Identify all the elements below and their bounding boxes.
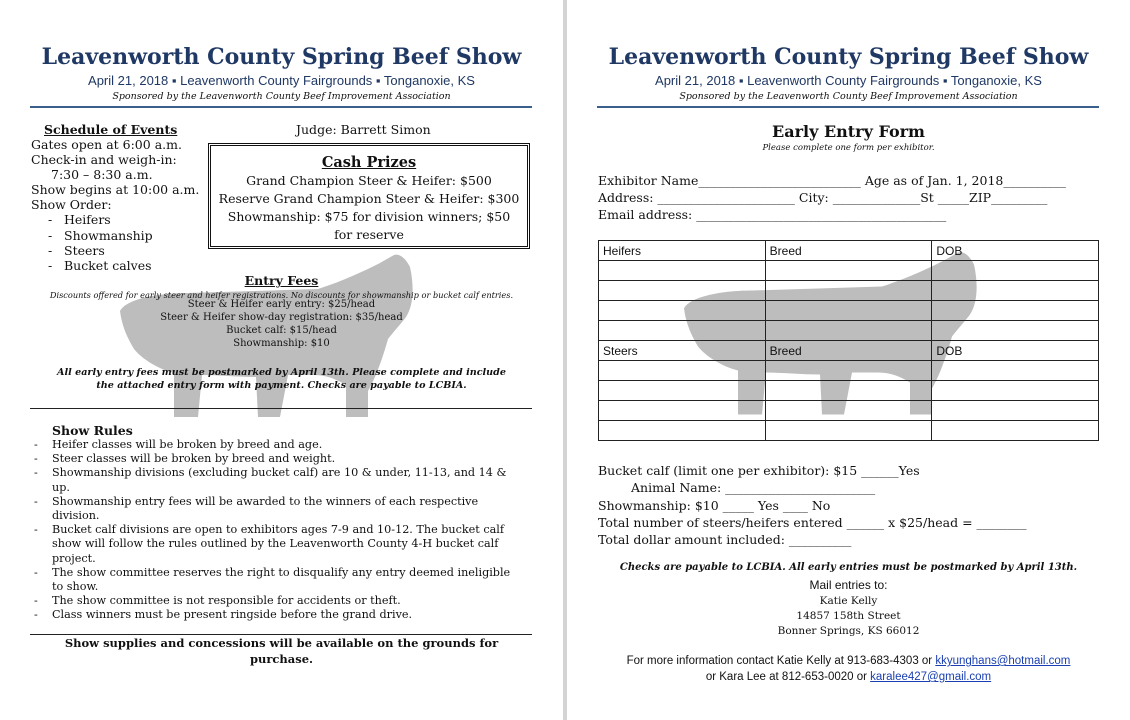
showmanship-field[interactable]: Showmanship: $10 _____ Yes ____ No <box>598 498 831 513</box>
cash-prizes-heading: Cash Prizes <box>321 154 417 171</box>
schedule-line: Check-in and weigh-in: <box>31 152 177 167</box>
show-order-item: Showmanship <box>64 228 153 243</box>
animal-entry-table <box>598 240 1099 441</box>
sponsor-line: Sponsored by the Leavenworth County Beef Improvement Association <box>679 91 1018 102</box>
contact-text: or Kara Lee at 812-653-0020 or <box>705 671 871 683</box>
show-rule-line: project. <box>52 551 96 565</box>
bullet-dash: - <box>48 243 53 258</box>
sponsor-line: Sponsored by the Leavenworth County Beef Improvement Association <box>112 91 451 102</box>
bucket-calf-field[interactable]: Bucket calf (limit one per exhibitor): $15 ______Yes <box>598 463 920 478</box>
page-title: Leavenworth County Spring Beef Show <box>41 44 522 70</box>
prize-line: for reserve <box>334 227 404 242</box>
prize-line: Grand Champion Steer & Heifer: $500 <box>246 173 492 188</box>
entry-form-page <box>567 0 1130 720</box>
show-rule-line: Showmanship entry fees will be awarded to the winners of each respective <box>52 494 479 508</box>
contact-text: For more information contact Katie Kelly at 913-683-4303 or <box>626 655 936 667</box>
entry-cell[interactable] <box>599 421 766 441</box>
bullet-dash: - <box>34 523 38 537</box>
entry-cell[interactable] <box>765 321 932 341</box>
section-rule <box>30 634 532 635</box>
table-header-row <box>599 341 1099 361</box>
fee-line: Showmanship: $10 <box>233 338 330 349</box>
entry-cell[interactable] <box>599 301 766 321</box>
table-row <box>599 381 1099 401</box>
bullet-dash: - <box>48 212 53 227</box>
table-header-cell: Steers <box>599 341 766 361</box>
prize-line: Reserve Grand Champion Steer & Heifer: $300 <box>218 191 520 206</box>
table-row <box>599 281 1099 301</box>
mail-address-line: Katie Kelly <box>819 595 878 607</box>
bullet-dash: - <box>34 565 38 579</box>
show-rule-line: Heifer classes will be broken by breed and age. <box>52 438 323 451</box>
entry-cell[interactable] <box>599 401 766 421</box>
animal-name-field[interactable]: Animal Name: ________________________ <box>631 480 876 495</box>
bullet-dash: - <box>48 258 53 273</box>
show-rule-line: up. <box>52 480 70 494</box>
fee-line: Bucket calf: $15/head <box>226 325 337 336</box>
show-rule-line: The show committee is not responsible for accidents or theft. <box>52 594 401 608</box>
entry-cell[interactable] <box>932 321 1099 341</box>
table-row <box>599 361 1099 381</box>
table-header-row <box>599 241 1099 261</box>
entry-cell[interactable] <box>765 281 932 301</box>
table-row <box>599 401 1099 421</box>
show-rules-heading: Show Rules <box>52 423 133 438</box>
event-details: April 21, 2018 ▪ Leavenworth County Fairgrounds ▪ Tonganoxie, KS <box>655 73 1042 88</box>
schedule-line: Gates open at 6:00 a.m. <box>31 137 182 152</box>
show-rule-line: Showmanship divisions (excluding bucket calf) are 10 & under, 11-13, and 14 & <box>52 466 507 480</box>
table-row <box>599 321 1099 341</box>
show-rule-line: Bucket calf divisions are open to exhibitors ages 7-9 and 10-12. The bucket calf <box>52 523 505 537</box>
show-rule-line: division. <box>52 509 100 522</box>
section-rule <box>30 408 532 409</box>
entry-cell[interactable] <box>599 281 766 301</box>
address-field[interactable]: Address: ______________________ City: ______________St _____ZIP_________ <box>598 190 1048 205</box>
show-rule-line: Class winners must be present ringside before the grand drive. <box>52 608 413 622</box>
entry-cell[interactable] <box>765 301 932 321</box>
show-rule-line: The show committee reserves the right to disqualify any entry deemed ineligible <box>52 565 511 579</box>
exhibitor-name-field[interactable]: Exhibitor Name__________________________ Age as of Jan. 1, 2018__________ <box>598 173 1066 188</box>
entry-fees-heading: Entry Fees <box>244 273 319 288</box>
fee-line: Steer & Heifer show-day registration: $35/head <box>160 312 403 323</box>
mail-address-line: Bonner Springs, KS 66012 <box>777 625 920 637</box>
entry-cell[interactable] <box>932 261 1099 281</box>
bullet-dash: - <box>34 608 38 622</box>
schedule-line: Show Order: <box>31 197 112 212</box>
show-rule-line: to show. <box>52 580 99 593</box>
bullet-dash: - <box>34 594 38 608</box>
schedule-heading: Schedule of Events <box>44 122 178 137</box>
entry-cell[interactable] <box>932 361 1099 381</box>
flyer-page <box>0 0 563 720</box>
form-note: Please complete one form per exhibitor. <box>762 143 935 153</box>
entry-cell[interactable] <box>765 401 932 421</box>
entry-cell[interactable] <box>599 321 766 341</box>
schedule-line: Show begins at 10:00 a.m. <box>31 182 200 197</box>
show-rule-line: show will follow the rules outlined by the Leavenworth County 4-H bucket calf <box>52 537 499 551</box>
table-header-cell: Breed <box>765 341 932 361</box>
header-rule <box>597 106 1099 108</box>
entry-cell[interactable] <box>932 381 1099 401</box>
deadline-note: the attached entry form with payment. Checks are payable to LCBIA. <box>96 380 467 391</box>
total-dollar-field[interactable]: Total dollar amount included: __________ <box>598 532 852 547</box>
checks-note: Checks are payable to LCBIA. All early entries must be postmarked by April 13th. <box>619 562 1078 573</box>
entry-cell[interactable] <box>932 301 1099 321</box>
event-details: April 21, 2018 ▪ Leavenworth County Fairgrounds ▪ Tonganoxie, KS <box>88 73 475 88</box>
entry-cell[interactable] <box>765 381 932 401</box>
entry-cell[interactable] <box>765 261 932 281</box>
entry-cell[interactable] <box>765 421 932 441</box>
show-order-item: Steers <box>64 243 105 258</box>
email-link-katie[interactable]: kkyunghans@hotmail.com <box>935 655 1071 667</box>
contact-line <box>567 671 1130 683</box>
show-rule-line: Steer classes will be broken by breed and weight. <box>52 452 336 466</box>
judge-line: Judge: Barrett Simon <box>296 122 431 137</box>
schedule-line: 7:30 – 8:30 a.m. <box>51 167 153 182</box>
contact-line <box>567 655 1130 667</box>
discount-note: Discounts offered for early steer and heifer registrations. No discounts for showmanship or bucket calf entries. <box>49 290 514 300</box>
entry-cell[interactable] <box>599 261 766 281</box>
table-row <box>599 261 1099 281</box>
prize-line: Showmanship: $75 for division winners; $50 <box>227 209 511 224</box>
email-link-kara[interactable]: karalee427@gmail.com <box>870 671 992 683</box>
entry-cell[interactable] <box>932 281 1099 301</box>
entry-cell[interactable] <box>765 361 932 381</box>
mail-heading: Mail entries to: <box>809 578 888 592</box>
page-title: Leavenworth County Spring Beef Show <box>608 44 1089 70</box>
bullet-dash: - <box>48 228 53 243</box>
entry-cell[interactable] <box>932 421 1099 441</box>
form-title: Early Entry Form <box>772 122 925 141</box>
table-header-cell: DOB <box>932 341 1099 361</box>
entry-cell[interactable] <box>932 401 1099 421</box>
table-row <box>599 301 1099 321</box>
table-header-cell: DOB <box>932 241 1099 261</box>
bullet-dash: - <box>34 438 38 451</box>
bullet-dash: - <box>34 466 38 480</box>
table-header-cell: Heifers <box>599 241 766 261</box>
deadline-note: All early entry fees must be postmarked by April 13th. Please complete and include <box>57 367 506 378</box>
email-field[interactable]: Email address: ________________________________________ <box>598 207 947 222</box>
entry-cell[interactable] <box>599 381 766 401</box>
table-header-cell: Breed <box>765 241 932 261</box>
supplies-note: purchase. <box>249 652 314 666</box>
supplies-note: Show supplies and concessions will be available on the grounds for <box>64 636 499 650</box>
entry-cell[interactable] <box>599 361 766 381</box>
header-rule <box>30 106 532 108</box>
bullet-dash: - <box>34 452 38 466</box>
cash-prizes-box <box>208 143 530 249</box>
mail-address-line: 14857 158th Street <box>796 610 901 622</box>
total-animals-field[interactable]: Total number of steers/heifers entered ______ x $25/head = ________ <box>598 515 1027 530</box>
fee-line: Steer & Heifer early entry: $25/head <box>187 299 376 310</box>
show-order-item: Heifers <box>64 212 111 227</box>
show-order-item: Bucket calves <box>64 258 152 273</box>
bullet-dash: - <box>34 494 38 508</box>
table-row <box>599 421 1099 441</box>
